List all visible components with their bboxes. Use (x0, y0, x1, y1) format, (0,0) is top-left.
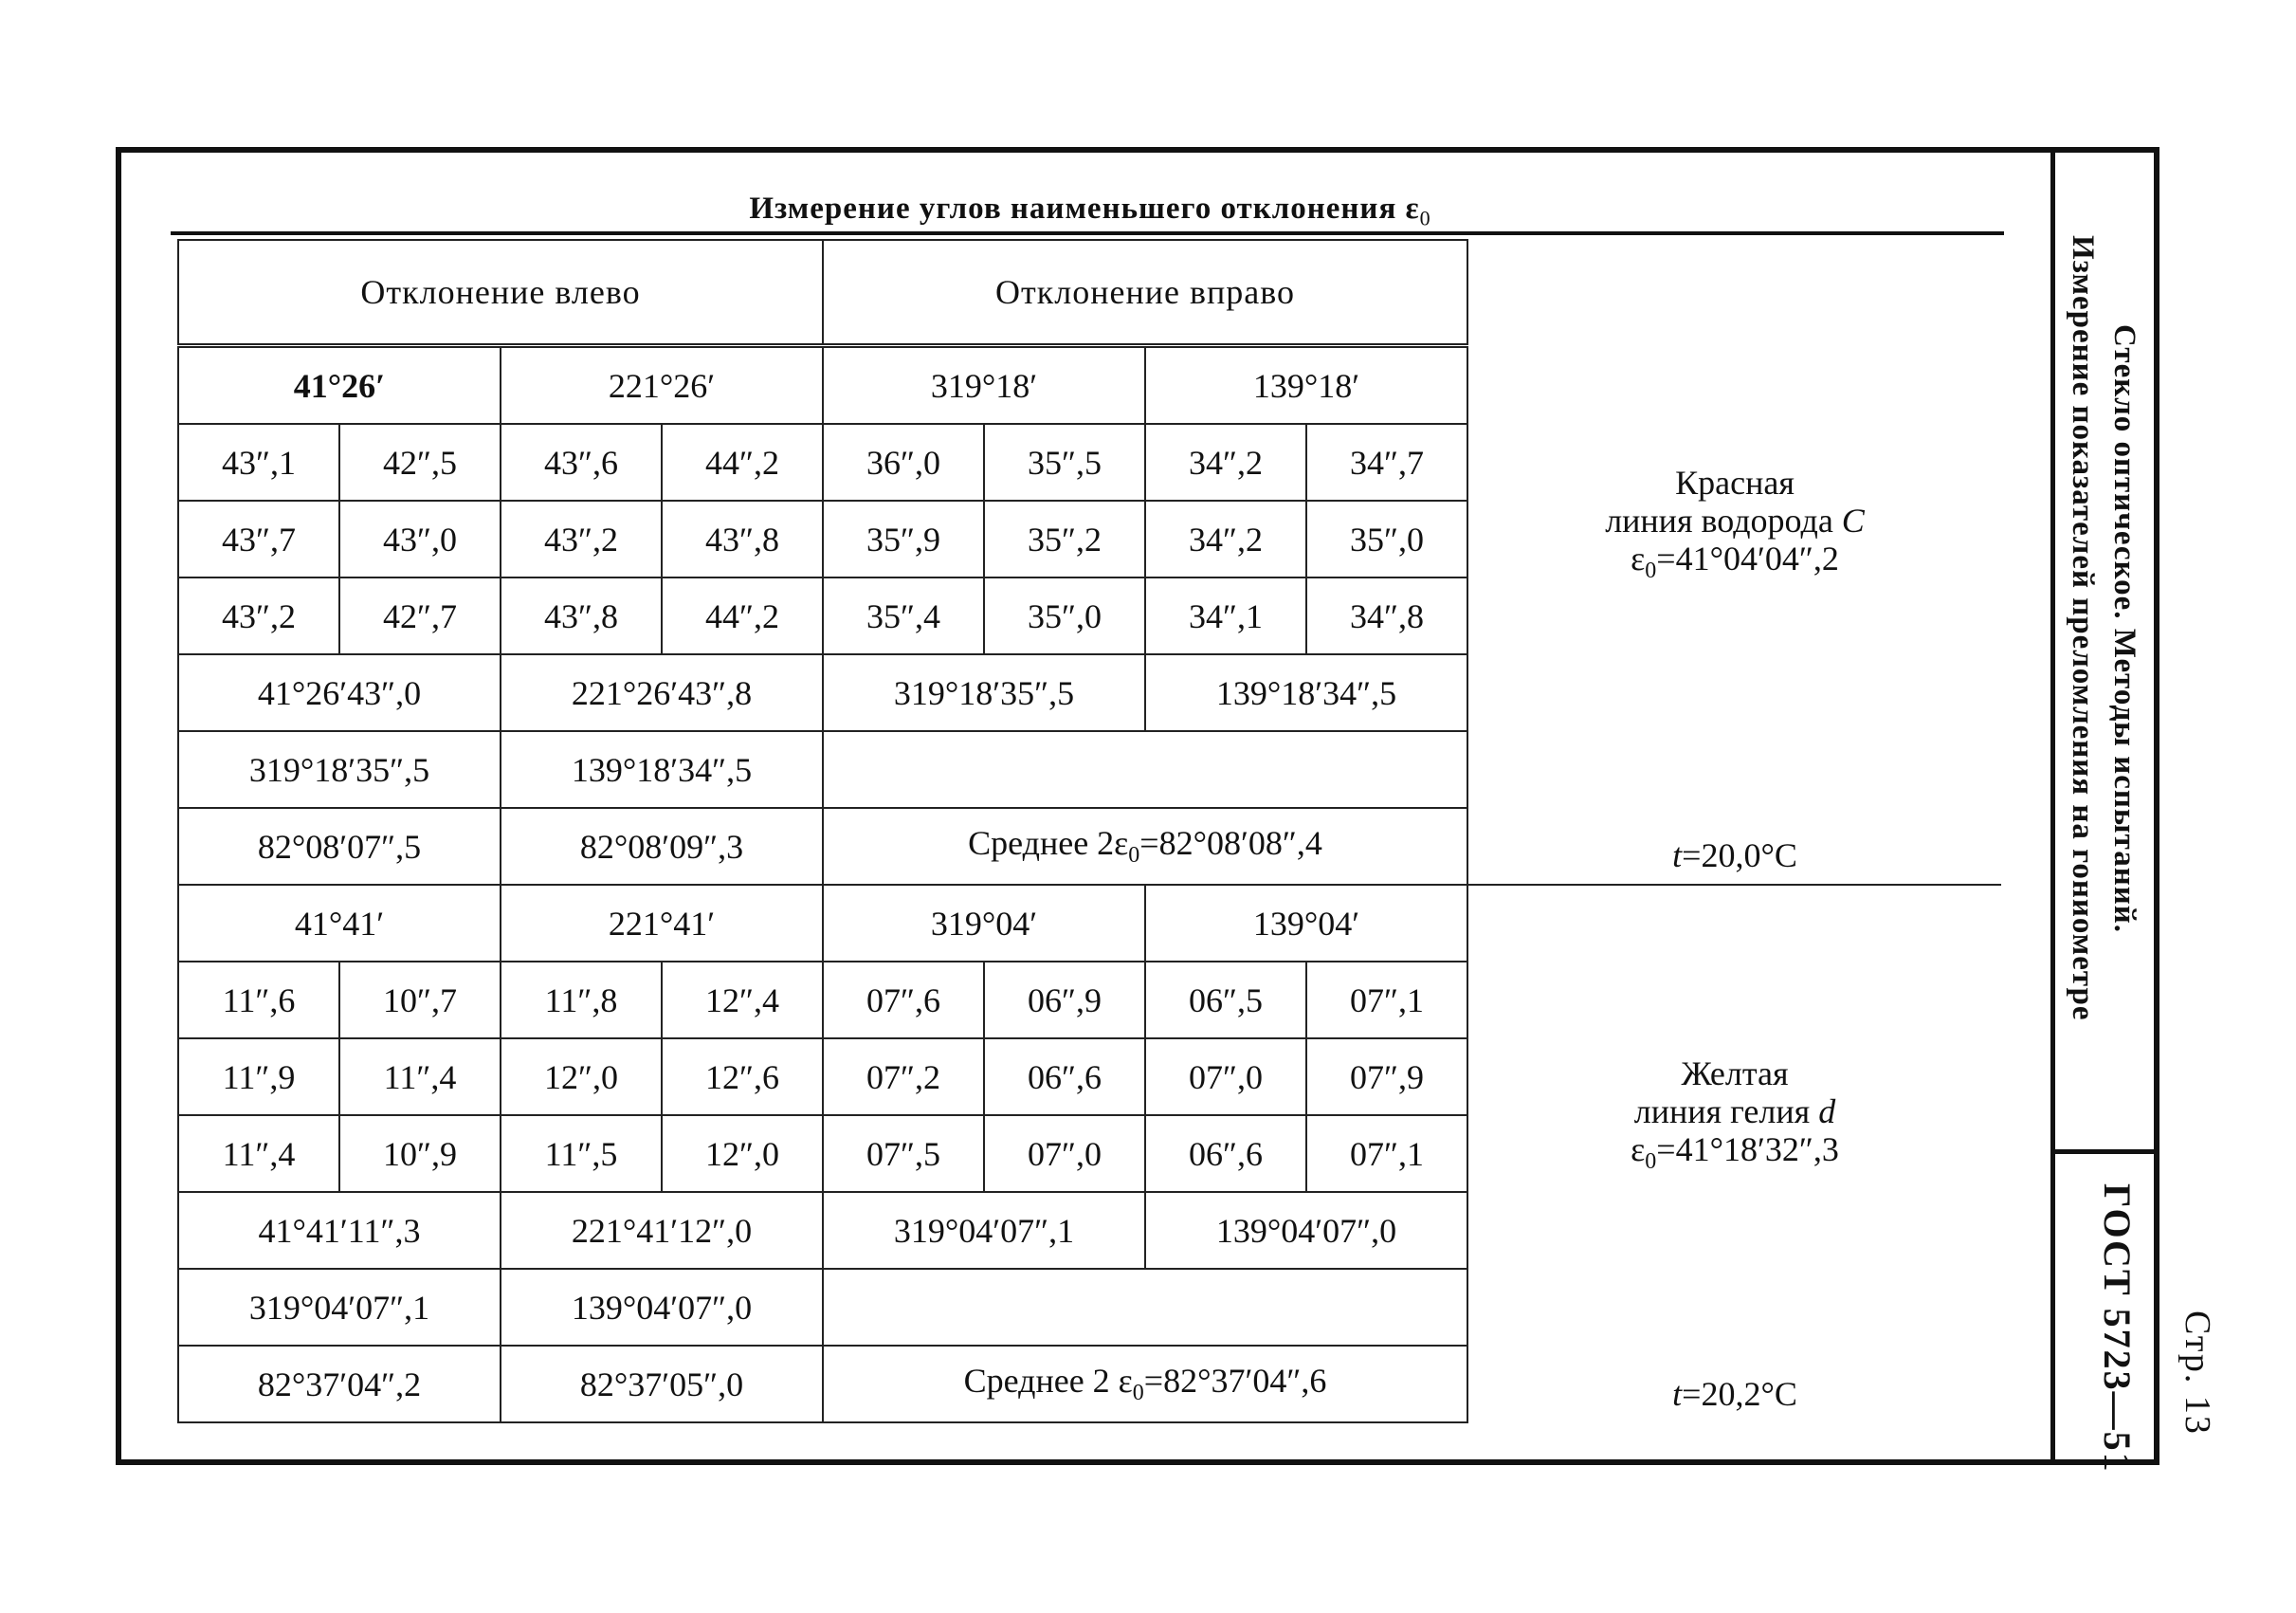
reading-cell: 11″,9 (178, 1038, 339, 1115)
line-name-2a: Желтая (1681, 1054, 1789, 1092)
mean-cell: 319°18′35″,5 (823, 654, 1145, 731)
double-cell: 82°37′04″,2 (178, 1346, 501, 1422)
angle-2-2: 221°41′ (501, 885, 823, 962)
reading-cell: 42″,5 (339, 424, 501, 501)
reading-cell: 07″,1 (1306, 962, 1467, 1038)
reading-cell: 12″,0 (501, 1038, 662, 1115)
reading-cell: 06″,6 (1145, 1115, 1306, 1192)
eps-symbol-1: ε (1631, 540, 1646, 577)
header-left: Отклонение влево (178, 240, 823, 346)
angle-row-2 (178, 885, 2001, 962)
title-rule (171, 231, 2004, 235)
reading-cell: 43″,6 (501, 424, 662, 501)
table-title-sub: 0 (1419, 206, 1431, 230)
reading-cell: 34″,2 (1145, 424, 1306, 501)
temperature-2 (1468, 1375, 2001, 1413)
average-value-1: =82°08′08″,4 (1139, 824, 1322, 863)
mean-cell: 139°04′07″,0 (1145, 1192, 1467, 1269)
reading-cell: 11″,6 (178, 962, 339, 1038)
angle-2-1: 41°41′ (178, 885, 501, 962)
mean-cell: 41°26′43″,0 (178, 654, 501, 731)
reading-cell: 34″,7 (1306, 424, 1467, 501)
reading-cell: 12″,0 (662, 1115, 823, 1192)
table-title (171, 192, 2010, 231)
line-description-2 (1467, 885, 2001, 1422)
reading-cell: 07″,2 (823, 1038, 984, 1115)
mean-cell: 319°04′07″,1 (823, 1192, 1145, 1269)
angle-2-4: 139°04′ (1145, 885, 1467, 962)
reading-cell: 06″,9 (984, 962, 1145, 1038)
reading-cell: 06″,5 (1145, 962, 1306, 1038)
reading-cell: 07″,9 (1306, 1038, 1467, 1115)
reading-cell: 36″,0 (823, 424, 984, 501)
reading-cell: 06″,6 (984, 1038, 1145, 1115)
pair-cell: 139°18′34″,5 (501, 731, 823, 808)
temp-var-1: t (1672, 836, 1683, 874)
reading-cell: 07″,1 (1306, 1115, 1467, 1192)
reading-cell: 11″,4 (339, 1038, 501, 1115)
line-name-1b-var: C (1841, 502, 1865, 540)
reading-cell: 43″,8 (501, 577, 662, 654)
mean-cell: 221°26′43″,8 (501, 654, 823, 731)
reading-cell: 10″,9 (339, 1115, 501, 1192)
line-name-block-1 (1468, 464, 2001, 590)
line-name-1b (1468, 502, 2001, 540)
reading-cell: 34″,8 (1306, 577, 1467, 654)
header-right: Отклонение вправо (823, 240, 1467, 346)
average-label-1: Среднее 2ε (968, 824, 1129, 863)
average-sub-1: 0 (1128, 843, 1140, 869)
line-name-2b (1468, 1092, 2001, 1130)
eps-line-1 (1468, 540, 2001, 590)
reading-cell: 35″,2 (984, 501, 1145, 577)
reading-cell: 43″,2 (501, 501, 662, 577)
temp-value-1: =20,0°C (1682, 836, 1797, 874)
reading-cell: 07″,5 (823, 1115, 984, 1192)
pair-cell: 319°04′07″,1 (178, 1269, 501, 1346)
line-name-2b-var: d (1818, 1092, 1836, 1130)
reading-cell: 43″,2 (178, 577, 339, 654)
reading-cell: 44″,2 (662, 577, 823, 654)
reading-cell: 11″,4 (178, 1115, 339, 1192)
temp-value-2: =20,2°C (1682, 1375, 1797, 1413)
average-label-2: Среднее 2 ε (963, 1362, 1133, 1401)
side-title-line-1: Стекло оптическое. Методы испытаний. (2107, 324, 2141, 934)
eps-symbol-2: ε (1631, 1130, 1646, 1168)
double-cell: 82°08′07″,5 (178, 808, 501, 885)
sidebar-divider (2050, 153, 2055, 1459)
reading-cell: 42″,7 (339, 577, 501, 654)
reading-cell: 35″,4 (823, 577, 984, 654)
reading-cell: 12″,4 (662, 962, 823, 1038)
reading-cell: 44″,2 (662, 424, 823, 501)
pair-empty-cell (823, 1269, 1467, 1346)
pair-cell: 139°04′07″,0 (501, 1269, 823, 1346)
average-cell-1 (823, 808, 1467, 885)
reading-cell: 11″,8 (501, 962, 662, 1038)
eps-value-1: =41°04′04″,2 (1656, 540, 1839, 577)
table-title-symbol: ε (1405, 192, 1420, 226)
reading-cell: 12″,6 (662, 1038, 823, 1115)
reading-cell: 35″,9 (823, 501, 984, 577)
eps-line-2 (1468, 1130, 2001, 1181)
temperature-1 (1468, 836, 2001, 874)
deviation-table (177, 239, 2001, 1423)
table-body (178, 240, 2001, 1422)
average-cell-2 (823, 1346, 1467, 1422)
line-name-1a: Красная (1675, 464, 1795, 502)
line-name-2b-text: линия гелия (1633, 1092, 1819, 1130)
reading-cell: 35″,0 (1306, 501, 1467, 577)
reading-cell: 11″,5 (501, 1115, 662, 1192)
eps-sub-1: 0 (1645, 559, 1657, 584)
angle-1-1: 41°26′ (178, 346, 501, 425)
header-row (178, 240, 2001, 346)
eps-value-2: =41°18′32″,3 (1656, 1130, 1839, 1168)
double-cell: 82°08′09″,3 (501, 808, 823, 885)
table-title-text: Измерение углов наименьшего отклонения (749, 192, 1397, 226)
reading-cell: 07″,0 (984, 1115, 1145, 1192)
mean-cell: 139°18′34″,5 (1145, 654, 1467, 731)
reading-cell: 43″,0 (339, 501, 501, 577)
reading-cell: 43″,1 (178, 424, 339, 501)
eps-sub-2: 0 (1645, 1149, 1657, 1175)
reading-cell: 35″,0 (984, 577, 1145, 654)
temp-var-2: t (1672, 1375, 1683, 1413)
reading-cell: 07″,0 (1145, 1038, 1306, 1115)
reading-cell: 10″,7 (339, 962, 501, 1038)
gost-divider (2053, 1149, 2159, 1154)
mean-cell: 41°41′11″,3 (178, 1192, 501, 1269)
reading-cell: 34″,2 (1145, 501, 1306, 577)
angle-1-2: 221°26′ (501, 346, 823, 425)
angle-1-3: 319°18′ (823, 346, 1145, 425)
reading-cell: 43″,8 (662, 501, 823, 577)
line-name-1b-text: линия водорода (1605, 502, 1842, 540)
reading-cell: 35″,5 (984, 424, 1145, 501)
line-description-1 (1467, 240, 2001, 885)
mean-cell: 221°41′12″,0 (501, 1192, 823, 1269)
angle-1-4: 139°18′ (1145, 346, 1467, 425)
pair-empty-cell (823, 731, 1467, 808)
average-sub-2: 0 (1132, 1381, 1144, 1406)
reading-cell: 43″,7 (178, 501, 339, 577)
angle-2-3: 319°04′ (823, 885, 1145, 962)
double-cell: 82°37′05″,0 (501, 1346, 823, 1422)
line-name-block-2 (1468, 1054, 2001, 1181)
average-value-2: =82°37′04″,6 (1143, 1362, 1327, 1401)
reading-cell: 07″,6 (823, 962, 984, 1038)
reading-cell: 34″,1 (1145, 577, 1306, 654)
side-title-line-2: Измерение показателей преломления на гониометре (2066, 235, 2100, 1021)
pair-cell: 319°18′35″,5 (178, 731, 501, 808)
page-number: Стр. 13 (2178, 1311, 2217, 1436)
gost-number: ГОСТ 5723—51 (2096, 1183, 2139, 1474)
